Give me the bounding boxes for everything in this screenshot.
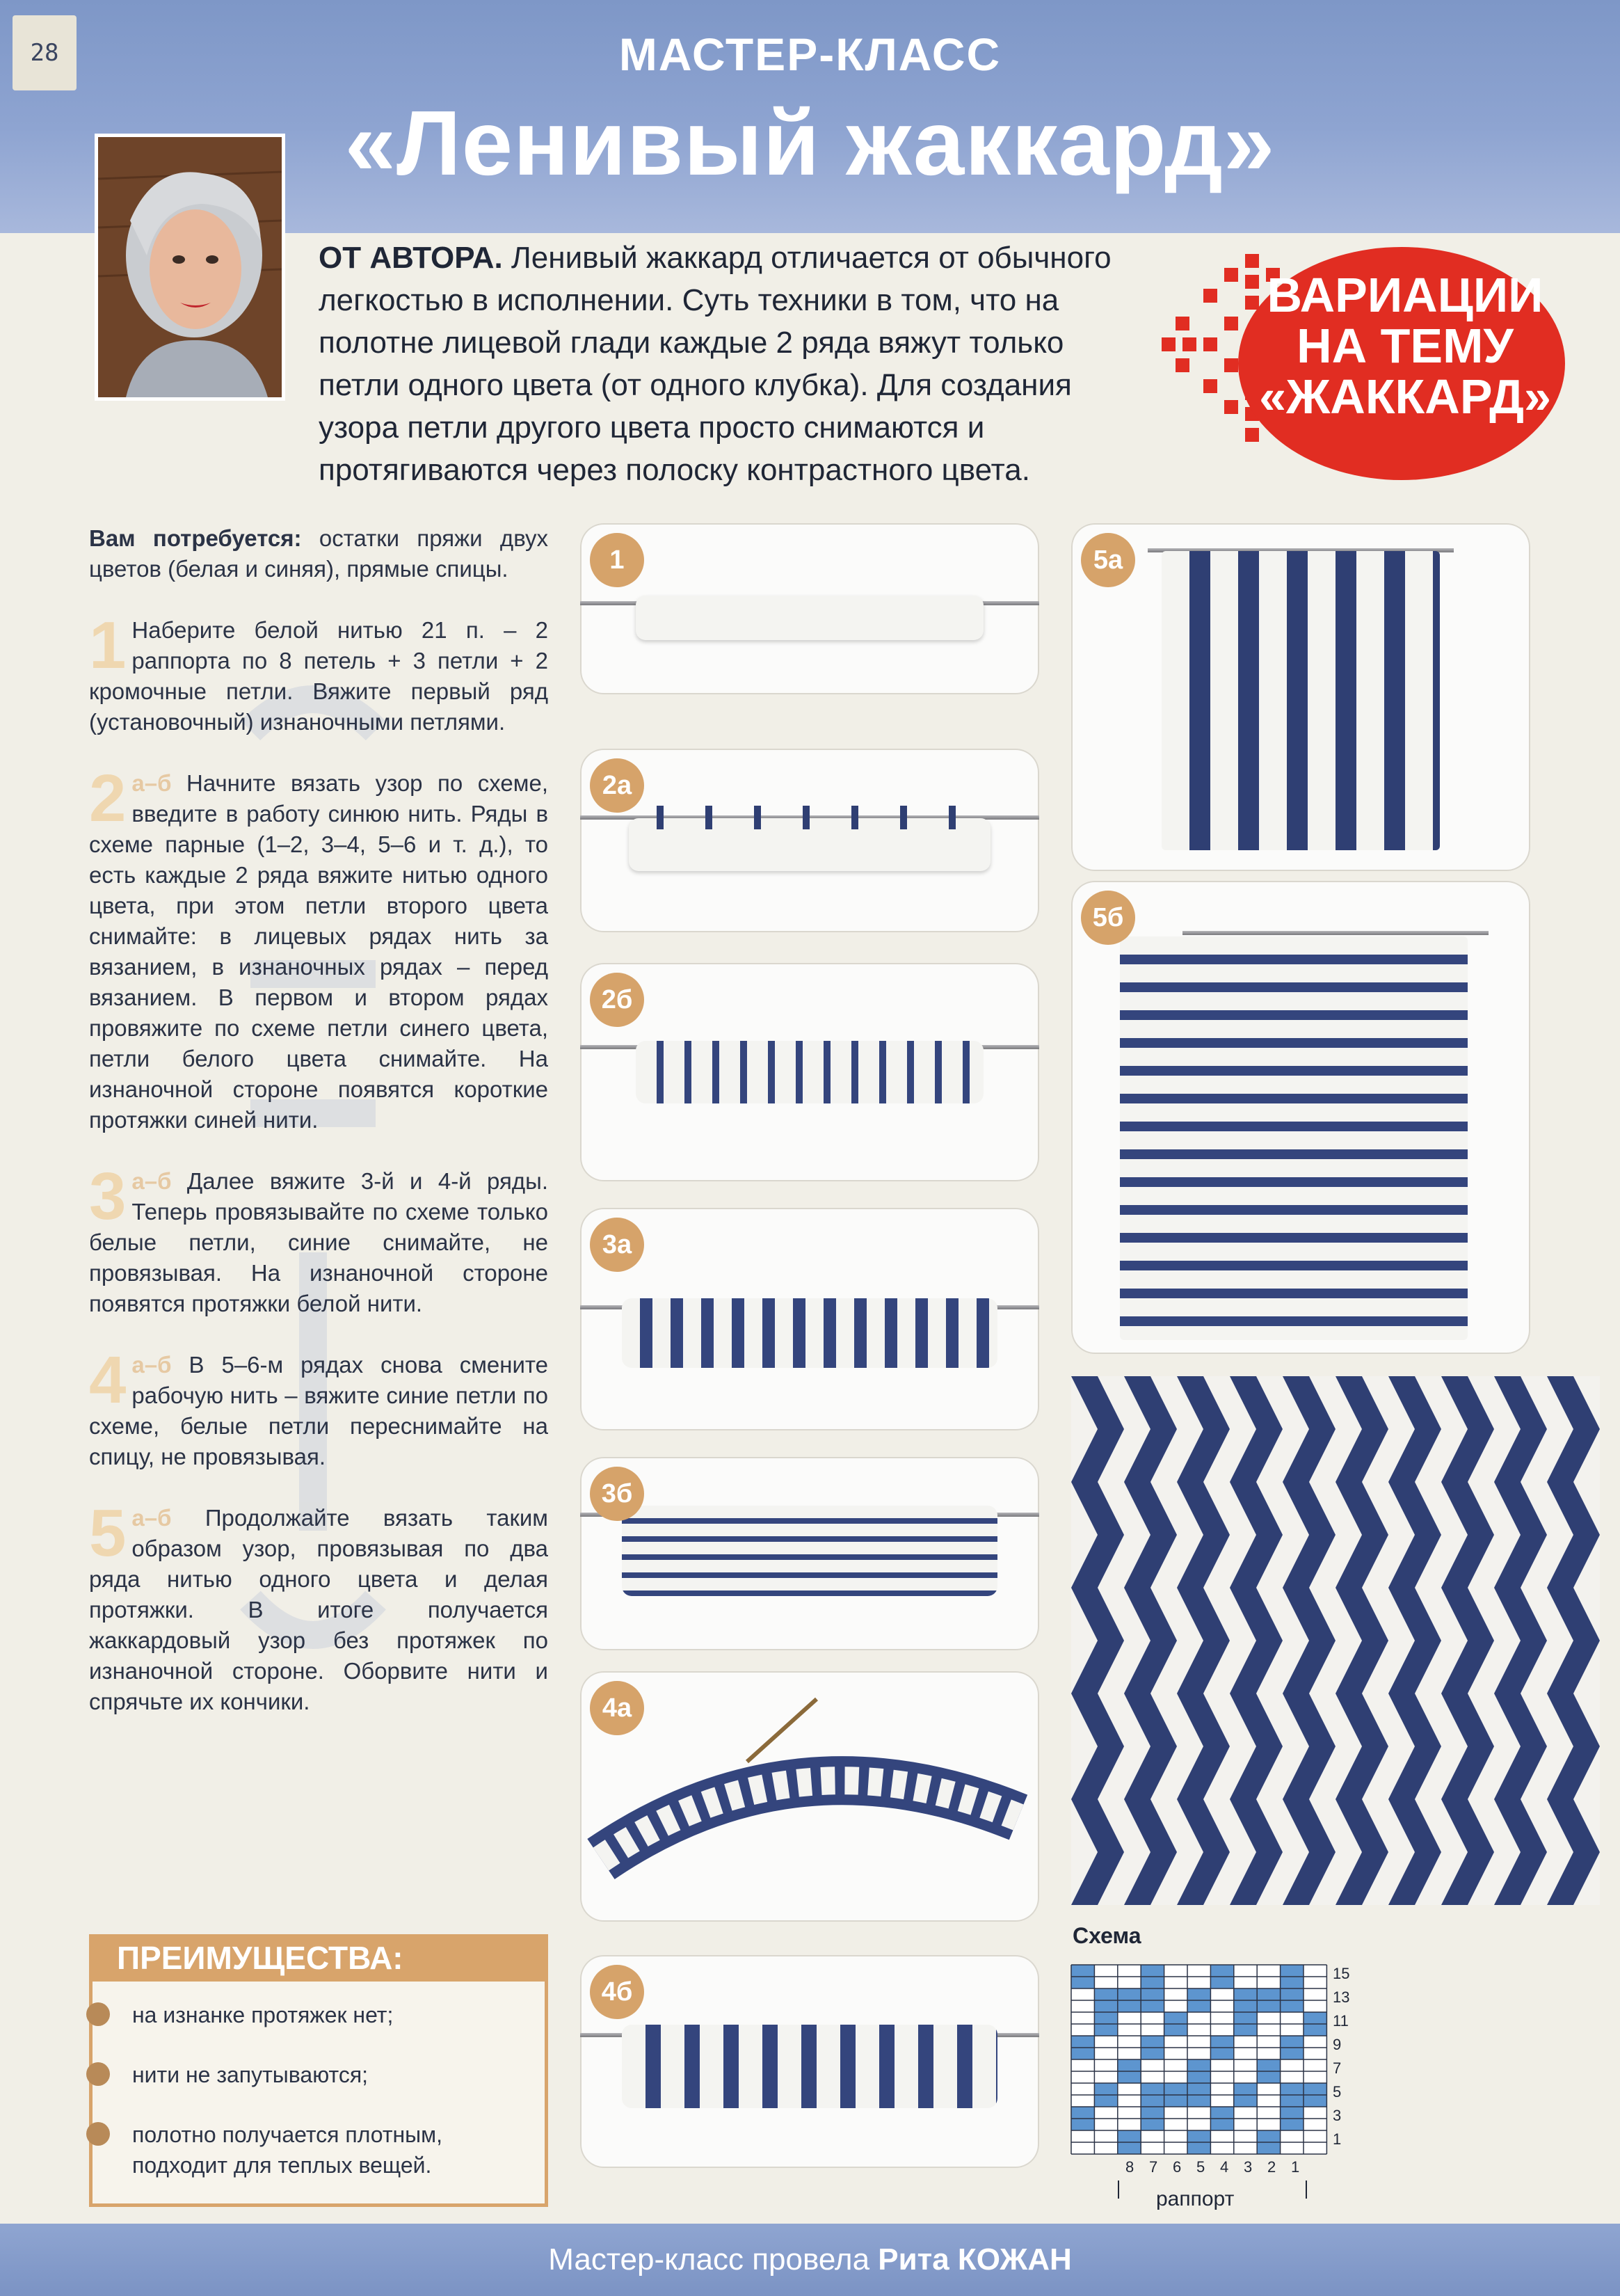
intro-lead: ОТ АВТОРА. xyxy=(319,241,503,275)
chart-cell xyxy=(1118,2071,1141,2083)
chart-cell xyxy=(1071,2048,1094,2059)
chart-cell xyxy=(1257,2000,1280,2012)
chart-cell xyxy=(1164,2071,1187,2083)
chart-cell xyxy=(1187,2083,1210,2095)
instructions-column xyxy=(89,523,548,1748)
chart-cell xyxy=(1210,1977,1233,1988)
knitting-chart xyxy=(1070,1963,1348,2233)
chart-cell xyxy=(1304,2048,1326,2059)
photo-label: 3а xyxy=(590,1218,644,1272)
chart-cell xyxy=(1304,2142,1326,2154)
chart-cell xyxy=(1187,2024,1210,2036)
row-number: 1 xyxy=(1333,2130,1342,2148)
author-photo xyxy=(95,134,285,401)
photo-step-3b xyxy=(580,1457,1039,1650)
chart-cell xyxy=(1094,2012,1117,2024)
chart-cell xyxy=(1141,2059,1164,2071)
chart-cell xyxy=(1210,2119,1233,2130)
chart-cell xyxy=(1187,1977,1210,1988)
page-number: 28 xyxy=(13,15,77,90)
chart-cell xyxy=(1187,2012,1210,2024)
col-number: 8 xyxy=(1125,2158,1134,2176)
footer-credit xyxy=(0,2224,1620,2296)
chart-cell xyxy=(1094,2095,1117,2107)
chart-cell xyxy=(1164,2083,1187,2095)
chart-cell xyxy=(1187,2095,1210,2107)
row-number: 15 xyxy=(1333,1965,1350,1982)
row-number: 3 xyxy=(1333,2107,1342,2124)
chart-cell xyxy=(1094,2024,1117,2036)
chart-cell xyxy=(1164,2095,1187,2107)
chart-cell xyxy=(1071,2071,1094,2083)
chart-cell xyxy=(1257,2059,1280,2071)
benefit-item xyxy=(132,2059,368,2090)
bullet-icon xyxy=(86,2002,110,2026)
col-number: 2 xyxy=(1267,2158,1276,2176)
col-number: 7 xyxy=(1149,2158,1158,2176)
chart-cell xyxy=(1187,2107,1210,2119)
chart-cell xyxy=(1164,1988,1187,2000)
photo-label: 4а xyxy=(590,1681,644,1735)
chart-cell xyxy=(1164,1965,1187,1977)
chart-cell xyxy=(1281,2083,1304,2095)
chart-cell xyxy=(1304,1977,1326,1988)
chart-cell xyxy=(1187,2142,1210,2154)
chart-cell xyxy=(1071,2119,1094,2130)
chart-cell xyxy=(1281,2000,1304,2012)
chart-cell xyxy=(1281,1977,1304,1988)
step-photo-ref: а–б xyxy=(131,770,172,796)
chart-cell xyxy=(1164,2048,1187,2059)
blue-stitches-image xyxy=(657,806,984,834)
chart-cell xyxy=(1071,2095,1094,2107)
chart-cell xyxy=(1071,2107,1094,2119)
chart-cell xyxy=(1281,2130,1304,2142)
chart-cell xyxy=(1141,2107,1164,2119)
badge-line-2: НА ТЕМУ xyxy=(1297,319,1514,373)
chart-cell xyxy=(1141,2024,1164,2036)
step-photo-ref: а–б xyxy=(131,1505,172,1531)
benefits-title: ПРЕИМУЩЕСТВА: xyxy=(89,1934,548,1982)
photo-label: 5а xyxy=(1081,533,1135,587)
bullet-icon xyxy=(86,2062,110,2086)
chart-cell xyxy=(1164,1977,1187,1988)
step-number: 1 xyxy=(89,608,127,683)
chart-cell xyxy=(1118,1977,1141,1988)
chart-cell xyxy=(1257,1988,1280,2000)
chart-cell xyxy=(1234,2095,1257,2107)
chart-cell xyxy=(1187,2071,1210,2083)
chart-cell xyxy=(1257,1965,1280,1977)
step-number: 2 xyxy=(89,761,127,836)
chart-cell xyxy=(1141,2048,1164,2059)
page-title: «Ленивый жаккард» xyxy=(344,92,1276,194)
step-number: 3 xyxy=(89,1159,127,1234)
step-photo-ref: а–б xyxy=(131,1352,172,1378)
chart-cell xyxy=(1071,2142,1094,2154)
chart-cell xyxy=(1094,2071,1117,2083)
chart-cell xyxy=(1281,2071,1304,2083)
chart-cell xyxy=(1118,2000,1141,2012)
chart-cell xyxy=(1210,2130,1233,2142)
materials-lead: Вам потребуется: xyxy=(89,525,302,551)
chart-cell xyxy=(1234,2142,1257,2154)
chart-cell xyxy=(1257,2071,1280,2083)
chart-cell xyxy=(1164,2130,1187,2142)
chart-cell xyxy=(1234,1977,1257,1988)
chart-cell xyxy=(1141,2119,1164,2130)
bullet-icon xyxy=(86,2122,110,2146)
chart-cell xyxy=(1094,2036,1117,2048)
chart-cell xyxy=(1071,1977,1094,1988)
badge-line-1: ВАРИАЦИИ xyxy=(1267,268,1543,322)
chart-cell xyxy=(1281,2024,1304,2036)
chart-cell xyxy=(1071,2059,1094,2071)
section-kicker: МАСТЕР-КЛАСС xyxy=(618,29,1002,80)
chart-cell xyxy=(1257,2130,1280,2142)
jacquard-closeup-image xyxy=(1071,1376,1600,1905)
photo-label: 2б xyxy=(590,973,644,1027)
chart-cell xyxy=(1071,1988,1094,2000)
chart-cell xyxy=(1118,1965,1141,1977)
chart-cell xyxy=(1234,1965,1257,1977)
row-number: 13 xyxy=(1333,1988,1350,2006)
chart-cell xyxy=(1210,2024,1233,2036)
chart-cell xyxy=(1281,2059,1304,2071)
chart-cell xyxy=(1234,2012,1257,2024)
chart-cell xyxy=(1141,1965,1164,1977)
chart-cell xyxy=(1141,2012,1164,2024)
chart-cell xyxy=(1071,2000,1094,2012)
chart-cell xyxy=(1164,2012,1187,2024)
photo-step-4a xyxy=(580,1671,1039,1922)
chart-cell xyxy=(1257,2095,1280,2107)
finished-fabric-closeup xyxy=(1071,1376,1600,1905)
chart-cell xyxy=(1071,2012,1094,2024)
chart-cell xyxy=(1234,2083,1257,2095)
credit-prefix: Мастер-класс провела xyxy=(548,2242,870,2277)
chart-cell xyxy=(1304,2095,1326,2107)
row-number: 7 xyxy=(1333,2059,1342,2077)
chart-cell xyxy=(1187,2119,1210,2130)
chart-cell xyxy=(1210,2059,1233,2071)
col-number: 6 xyxy=(1173,2158,1182,2176)
col-number: 4 xyxy=(1220,2158,1229,2176)
chart-cell xyxy=(1257,2107,1280,2119)
chart-cell xyxy=(1304,2024,1326,2036)
chart-cell xyxy=(1257,2142,1280,2154)
chart-cell xyxy=(1257,2012,1280,2024)
photo-step-2a xyxy=(580,749,1039,932)
chart-cell xyxy=(1210,1988,1233,2000)
chart-cell xyxy=(1234,2036,1257,2048)
row-number: 9 xyxy=(1333,2036,1342,2053)
chart-cell xyxy=(1210,1965,1233,1977)
chart-cell xyxy=(1187,2130,1210,2142)
series-badge xyxy=(1238,270,1572,422)
materials-paragraph xyxy=(89,523,548,584)
chart-cell xyxy=(1281,2142,1304,2154)
repeat-label: раппорт xyxy=(1156,2187,1235,2210)
chart-cell xyxy=(1141,2000,1164,2012)
chart-cell xyxy=(1141,2036,1164,2048)
materials-text: остатки пряжи двух цветов (белая и синяя), прямые спицы. xyxy=(89,525,548,582)
chart-cell xyxy=(1071,2130,1094,2142)
step-5 xyxy=(89,1496,548,1717)
chart-cell xyxy=(1118,2130,1141,2142)
photo-label: 1 xyxy=(590,533,644,587)
chart-cell xyxy=(1234,2119,1257,2130)
chart-cell xyxy=(1141,1977,1164,1988)
chart-cell xyxy=(1094,2142,1117,2154)
chart-cell xyxy=(1210,2142,1233,2154)
chart-cell xyxy=(1094,2107,1117,2119)
chart-cell xyxy=(1281,2095,1304,2107)
chart-cell xyxy=(1141,2130,1164,2142)
chart-cell xyxy=(1071,2036,1094,2048)
step-2 xyxy=(89,761,548,1135)
chart-cell xyxy=(1118,2142,1141,2154)
photo-step-4b xyxy=(580,1955,1039,2168)
chart-cell xyxy=(1118,2048,1141,2059)
chart-cell xyxy=(1210,2095,1233,2107)
chart-cell xyxy=(1118,2024,1141,2036)
row-number: 11 xyxy=(1333,2012,1349,2030)
badge-line-3: «ЖАККАРД» xyxy=(1259,369,1551,424)
author-portrait-image xyxy=(98,137,282,397)
chart-cell xyxy=(1281,1965,1304,1977)
photo-label: 3б xyxy=(590,1467,644,1521)
benefit-item xyxy=(132,2000,393,2030)
chart-cell xyxy=(1094,2130,1117,2142)
chart-cell xyxy=(1141,2083,1164,2095)
step-text: Продолжайте вязать таким образом узор, провязывая по два ряда нитью одного цвета и делая протяжки. В итоге получается жаккардовый узор без протяжек по изнаночной стороне. Оборвите нити и спрячьте их кончики. xyxy=(89,1505,548,1714)
chart-cell xyxy=(1094,1988,1117,2000)
chart-cell xyxy=(1094,2059,1117,2071)
chart-cell xyxy=(1234,2024,1257,2036)
step-text: Начните вязать узор по схеме, введите в работу синюю нить. Ряды в схеме парные (1–2, 3–4, 5–6 и т. д.), то есть каждые 2 ряда вяжите нитью одного цвета, при этом петли второго цвета снимайте: в лицевых рядах нить за вязанием, в изнаночных рядах – перед вязанием. В первом и втором рядах провяжите по схеме петли синего цвета, петли белого цвета снимайте. На изнаночной стороне появятся короткие протяжки синей нити. xyxy=(89,770,548,1133)
chart-cell xyxy=(1141,2095,1164,2107)
chart-cell xyxy=(1304,2083,1326,2095)
chart-cell xyxy=(1257,2083,1280,2095)
chart-cell xyxy=(1234,2130,1257,2142)
chart-cell xyxy=(1094,1965,1117,1977)
chart-cell xyxy=(1304,1988,1326,2000)
knitting-arc-image xyxy=(587,1699,1032,1908)
step-text: Далее вяжите 3-й и 4-й ряды. Теперь провязывайте по схеме только белые петли, синие снимайте, не провязывая. На изнаночной стороне появятся протяжки белой нити. xyxy=(89,1168,548,1316)
chart-cell xyxy=(1281,1988,1304,2000)
chart-cell xyxy=(1210,2107,1233,2119)
step-number: 5 xyxy=(89,1496,127,1570)
chart-cell xyxy=(1281,2107,1304,2119)
col-number: 3 xyxy=(1244,2158,1253,2176)
step-text: В 5–6-м рядах снова смените рабочую нить – вяжите синие петли по схеме, белые петли переснимайте на спицу, не провязывая. xyxy=(89,1352,548,1469)
chart-cell xyxy=(1281,2119,1304,2130)
benefit-text: полотно получается плотным, подходит для теплых вещей. xyxy=(132,2122,443,2178)
chart-cell xyxy=(1281,2036,1304,2048)
chart-cell xyxy=(1118,2083,1141,2095)
step-number: 4 xyxy=(89,1343,127,1417)
benefit-text: нити не запутываются; xyxy=(132,2062,369,2087)
chart-cell xyxy=(1094,2083,1117,2095)
chart-cell xyxy=(1118,2059,1141,2071)
chart-cell xyxy=(1304,2119,1326,2130)
chart-cell xyxy=(1210,2083,1233,2095)
chart-cell xyxy=(1071,2083,1094,2095)
chart-cell xyxy=(1304,1965,1326,1977)
chart-cell xyxy=(1304,2130,1326,2142)
chart-cell xyxy=(1234,2000,1257,2012)
chart-cell xyxy=(1304,2071,1326,2083)
author-intro xyxy=(319,237,1139,491)
chart-cell xyxy=(1257,2036,1280,2048)
chart-cell xyxy=(1141,2142,1164,2154)
chart-cell xyxy=(1164,2000,1187,2012)
benefit-item xyxy=(132,2119,508,2181)
step-3 xyxy=(89,1159,548,1319)
chart-cell xyxy=(1164,2119,1187,2130)
chart-cell xyxy=(1304,2000,1326,2012)
photo-label: 2а xyxy=(590,758,644,813)
chart-cell xyxy=(1210,2036,1233,2048)
chart-cell xyxy=(1210,2048,1233,2059)
col-number: 1 xyxy=(1291,2158,1300,2176)
chart-cell xyxy=(1187,1965,1210,1977)
chart-cell xyxy=(1210,2071,1233,2083)
chart-cell xyxy=(1141,1988,1164,2000)
benefit-text: на изнанке протяжек нет; xyxy=(132,2002,394,2027)
chart-cell xyxy=(1234,2107,1257,2119)
photo-label: 4б xyxy=(590,1965,644,2019)
chart-cell xyxy=(1118,1988,1141,2000)
step-1 xyxy=(89,608,548,738)
chart-cell xyxy=(1257,2048,1280,2059)
photo-step-5a xyxy=(1071,523,1530,871)
chart-cell xyxy=(1164,2107,1187,2119)
chart-cell xyxy=(1118,2095,1141,2107)
chart-cell xyxy=(1234,2048,1257,2059)
chart-cell xyxy=(1187,2000,1210,2012)
chart-cell xyxy=(1257,2119,1280,2130)
credit-author: Рита КОЖАН xyxy=(878,2242,1072,2277)
row-number: 5 xyxy=(1333,2083,1342,2100)
chart-cell xyxy=(1164,2142,1187,2154)
chart-cell xyxy=(1118,2107,1141,2119)
intro-text: Ленивый жаккард отличается от обычного легкостью в исполнении. Суть техники в том, что на полотне лицевой глади каждые 2 ряда вяжут только петли одного цвета (от одного клубка). Для создания узора петли другого цвета просто снимаются и протягиваются через полоску контрастного цвета. xyxy=(319,241,1112,487)
chart-cell xyxy=(1071,1965,1094,1977)
chart-cell xyxy=(1164,2059,1187,2071)
photo-step-5b xyxy=(1071,881,1530,1354)
chart-cell xyxy=(1187,2059,1210,2071)
chart-cell xyxy=(1094,2000,1117,2012)
scheme-title: Схема xyxy=(1073,1923,1141,1948)
chart-cell xyxy=(1141,2071,1164,2083)
chart-cell xyxy=(1257,1977,1280,1988)
chart-cell xyxy=(1118,2119,1141,2130)
chart-cell xyxy=(1304,2107,1326,2119)
chart-cell xyxy=(1281,2012,1304,2024)
chart-cell xyxy=(1257,2024,1280,2036)
chart-cell xyxy=(1304,2059,1326,2071)
photo-label: 5б xyxy=(1081,891,1135,945)
step-text: Наберите белой нитью 21 п. – 2 раппорта по 8 петель + 3 петли + 2 кромочные петли. Вяжите первый ряд (установочный) изнаночными петлями. xyxy=(89,617,548,735)
chart-cell xyxy=(1094,2048,1117,2059)
chart-cell xyxy=(1164,2036,1187,2048)
chart-cell xyxy=(1210,2000,1233,2012)
photo-step-1 xyxy=(580,523,1039,694)
chart-cell xyxy=(1304,2036,1326,2048)
chart-cell xyxy=(1094,1977,1117,1988)
chart-cell xyxy=(1118,2012,1141,2024)
chart-cell xyxy=(1210,2012,1233,2024)
chart-cell xyxy=(1187,1988,1210,2000)
step-4 xyxy=(89,1343,548,1472)
chart-cell xyxy=(1164,2024,1187,2036)
photo-step-3a xyxy=(580,1208,1039,1430)
chart-cell xyxy=(1187,2048,1210,2059)
step-photo-ref: а–б xyxy=(131,1168,172,1194)
col-number: 5 xyxy=(1196,2158,1205,2176)
chart-cell xyxy=(1118,2036,1141,2048)
chart-cell xyxy=(1281,2048,1304,2059)
chart-cell xyxy=(1094,2119,1117,2130)
chart-cell xyxy=(1234,1988,1257,2000)
chart-cell xyxy=(1234,2071,1257,2083)
chart-cell xyxy=(1234,2059,1257,2071)
chart-cell xyxy=(1071,2024,1094,2036)
photo-step-2b xyxy=(580,963,1039,1181)
chart-cell xyxy=(1304,2012,1326,2024)
chart-cell xyxy=(1187,2036,1210,2048)
